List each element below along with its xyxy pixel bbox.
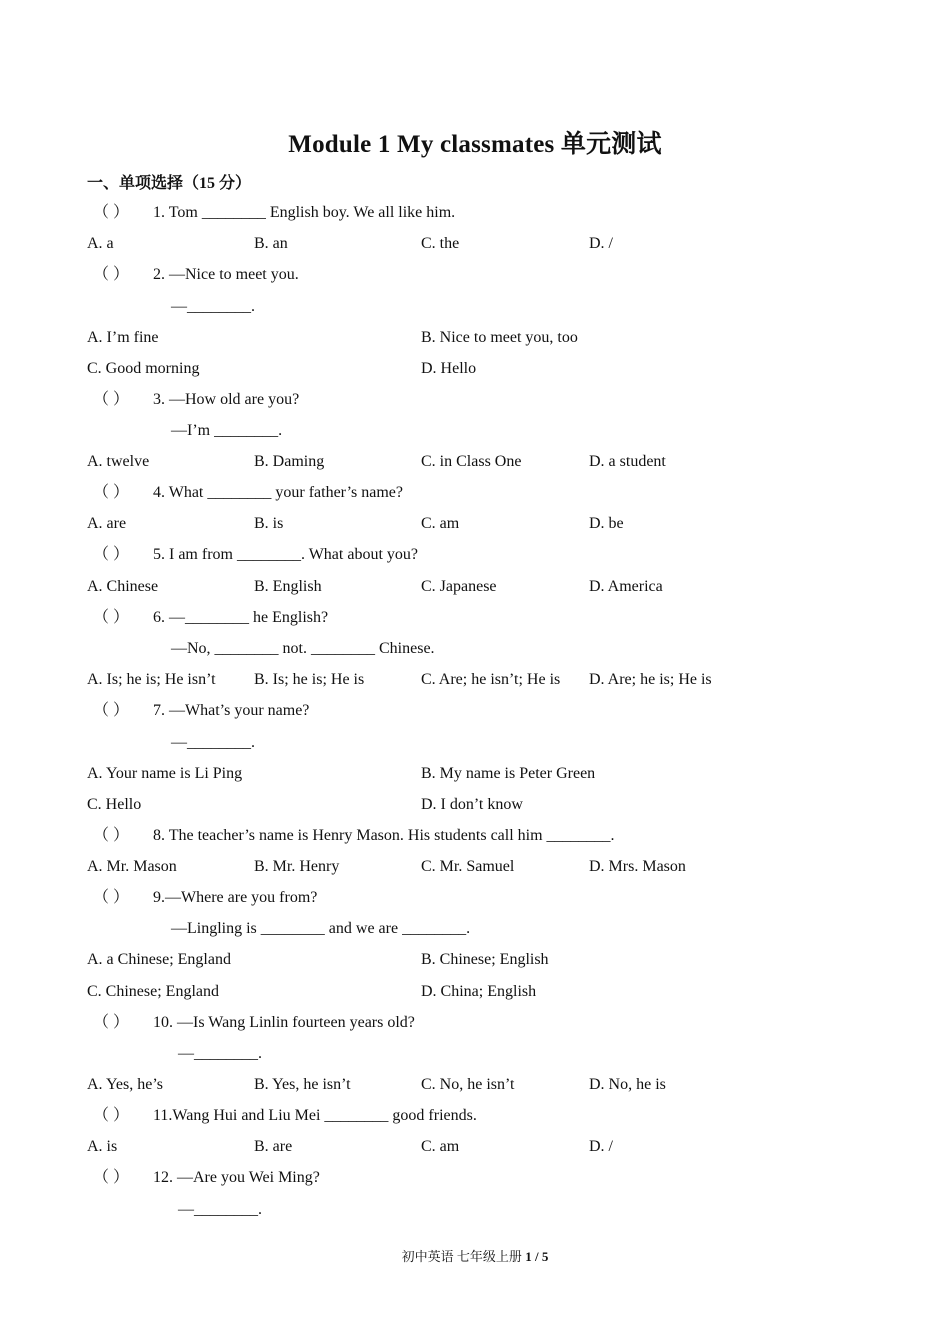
question-3: （ ） 3. —How old are you? bbox=[93, 391, 300, 408]
option-b: B. Daming bbox=[254, 453, 325, 470]
option-b: B. is bbox=[254, 515, 284, 532]
option-d: D. Are; he is; He is bbox=[589, 671, 712, 688]
question-reply: —________. bbox=[171, 298, 255, 315]
page-total: 5 bbox=[541, 1249, 549, 1264]
option-c: C. Are; he isn’t; He is bbox=[421, 671, 561, 688]
option-a: A. Chinese bbox=[87, 578, 159, 595]
answer-blank[interactable]: （ ） bbox=[93, 484, 130, 501]
answer-blank[interactable]: （ ） bbox=[93, 391, 130, 408]
option-c: C. Chinese; England bbox=[87, 983, 219, 1000]
question-11: （ ） 11.Wang Hui and Liu Mei ________ good friends. bbox=[93, 1107, 477, 1124]
section-heading: 一、单项选择（15 分） bbox=[87, 175, 252, 192]
question-8: （ ） 8. The teacher’s name is Henry Mason. His students call him ________. bbox=[93, 827, 615, 844]
option-d: D. China; English bbox=[421, 983, 537, 1000]
question-reply: —________. bbox=[178, 1201, 262, 1218]
answer-blank[interactable]: （ ） bbox=[93, 1107, 130, 1124]
question-9: （ ） 9.—Where are you from? bbox=[93, 889, 318, 906]
option-a: A. I’m fine bbox=[87, 329, 159, 346]
question-reply: —Lingling is ________ and we are ________. bbox=[171, 920, 471, 937]
question-6: （ ） 6. —________ he English? bbox=[93, 609, 329, 626]
question-10: （ ） 10. —Is Wang Linlin fourteen years old? bbox=[93, 1014, 415, 1031]
question-reply: —________. bbox=[178, 1045, 262, 1062]
option-c: C. am bbox=[421, 515, 460, 532]
option-a: A. Is; he is; He isn’t bbox=[87, 671, 216, 688]
option-d: D. No, he is bbox=[589, 1076, 666, 1093]
answer-blank[interactable]: （ ） bbox=[93, 609, 130, 626]
option-b: B. Nice to meet you, too bbox=[421, 329, 578, 346]
question-reply: —I’m ________. bbox=[171, 422, 283, 439]
option-b: B. are bbox=[254, 1138, 293, 1155]
option-d: D. Hello bbox=[421, 360, 477, 377]
question-5: （ ） 5. I am from ________. What about you? bbox=[93, 546, 418, 563]
option-b: B. Chinese; English bbox=[421, 951, 549, 968]
option-c: C. the bbox=[421, 235, 460, 252]
answer-blank[interactable]: （ ） bbox=[93, 546, 130, 563]
footer-text: 初中英语 七年级上册 bbox=[401, 1249, 526, 1264]
question-2: （ ） 2. —Nice to meet you. bbox=[93, 266, 299, 283]
answer-blank[interactable]: （ ） bbox=[93, 827, 130, 844]
option-a: A. Yes, he’s bbox=[87, 1076, 164, 1093]
option-b: B. an bbox=[254, 235, 288, 252]
option-c: C. No, he isn’t bbox=[421, 1076, 515, 1093]
option-a: A. a Chinese; England bbox=[87, 951, 231, 968]
option-d: D. I don’t know bbox=[421, 796, 523, 813]
option-b: B. Mr. Henry bbox=[254, 858, 340, 875]
answer-blank[interactable]: （ ） bbox=[93, 266, 130, 283]
option-b: B. My name is Peter Green bbox=[421, 765, 596, 782]
answer-blank[interactable]: （ ） bbox=[93, 702, 130, 719]
page-title: Module 1 My classmates 单元测试 bbox=[288, 131, 662, 158]
option-c: C. Mr. Samuel bbox=[421, 858, 515, 875]
question-1: （ ） 1. Tom ________ English boy. We all like him. bbox=[93, 204, 456, 221]
answer-blank[interactable]: （ ） bbox=[93, 204, 130, 221]
question-4: （ ） 4. What ________ your father’s name? bbox=[93, 484, 404, 501]
option-b: B. Yes, he isn’t bbox=[254, 1076, 351, 1093]
option-a: A. are bbox=[87, 515, 127, 532]
option-d: D. Mrs. Mason bbox=[589, 858, 686, 875]
option-d: D. a student bbox=[589, 453, 666, 470]
question-12: （ ） 12. —Are you Wei Ming? bbox=[93, 1169, 320, 1186]
answer-blank[interactable]: （ ） bbox=[93, 1014, 130, 1031]
option-d: D. / bbox=[589, 235, 613, 252]
option-d: D. / bbox=[589, 1138, 613, 1155]
option-c: C. in Class One bbox=[421, 453, 522, 470]
option-c: C. Japanese bbox=[421, 578, 497, 595]
option-a: A. Mr. Mason bbox=[87, 858, 177, 875]
option-a: A. Your name is Li Ping bbox=[87, 765, 243, 782]
option-c: C. am bbox=[421, 1138, 460, 1155]
option-d: D. America bbox=[589, 578, 663, 595]
option-a: A. a bbox=[87, 235, 114, 252]
option-a: A. twelve bbox=[87, 453, 150, 470]
page-separator: / bbox=[531, 1249, 542, 1264]
page-footer bbox=[0, 1246, 950, 1265]
question-reply: —________. bbox=[171, 734, 255, 751]
option-a: A. is bbox=[87, 1138, 118, 1155]
option-c: C. Hello bbox=[87, 796, 142, 813]
option-c: C. Good morning bbox=[87, 360, 200, 377]
option-b: B. English bbox=[254, 578, 322, 595]
answer-blank[interactable]: （ ） bbox=[93, 1169, 130, 1186]
page-number: 1 bbox=[525, 1249, 532, 1264]
option-d: D. be bbox=[589, 515, 624, 532]
answer-blank[interactable]: （ ） bbox=[93, 889, 130, 906]
question-reply: —No, ________ not. ________ Chinese. bbox=[171, 640, 435, 657]
option-b: B. Is; he is; He is bbox=[254, 671, 365, 688]
question-7: （ ） 7. —What’s your name? bbox=[93, 702, 310, 719]
